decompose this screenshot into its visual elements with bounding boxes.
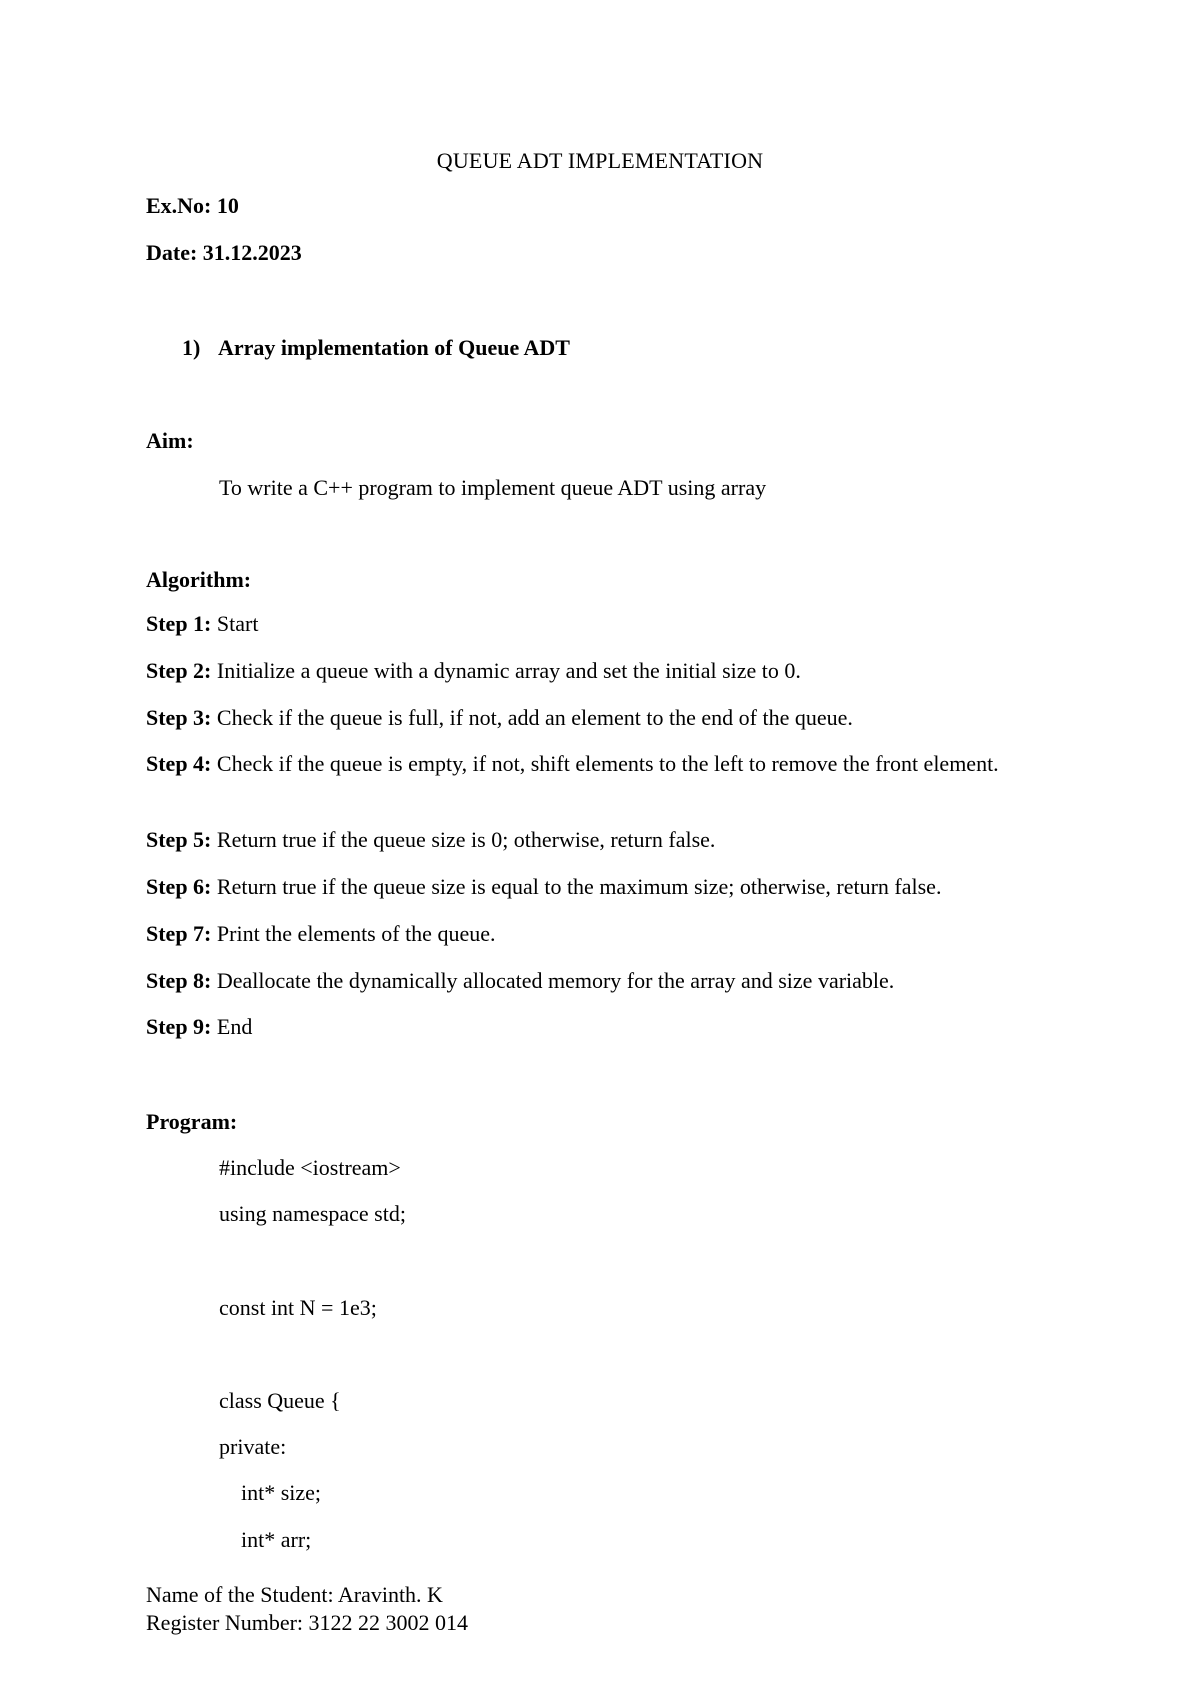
step-label: Step 9: (146, 1014, 212, 1039)
step-label: Step 7: (146, 921, 212, 946)
code-line: int* arr; (219, 1527, 312, 1552)
step-text: Check if the queue is empty, if not, shift elements to the left to remove the front element. (211, 751, 999, 776)
code-line: using namespace std; (219, 1201, 406, 1226)
step-text: Deallocate the dynamically allocated memory for the array and size variable. (211, 968, 895, 993)
step-text: Start (211, 611, 259, 636)
algorithm-step (146, 656, 1046, 685)
code-line: #include <iostream> (219, 1155, 401, 1180)
algorithm-step (146, 919, 1046, 948)
student-name: Name of the Student: Aravinth. K (146, 1582, 443, 1607)
aim-text: To write a C++ program to implement queue ADT using array (219, 475, 767, 500)
step-label: Step 6: (146, 874, 212, 899)
algorithm-step (146, 749, 1046, 778)
section-heading (182, 335, 570, 361)
algorithm-step (146, 609, 1046, 638)
step-label: Step 3: (146, 705, 212, 730)
step-label: Step 8: (146, 968, 212, 993)
aim-label: Aim: (146, 428, 194, 453)
step-text: Initialize a queue with a dynamic array and set the initial size to 0. (211, 658, 801, 683)
algorithm-step (146, 966, 1046, 995)
step-label: Step 5: (146, 827, 212, 852)
program-label: Program: (146, 1109, 238, 1134)
step-text: Return true if the queue size is 0; otherwise, return false. (211, 827, 716, 852)
step-text: Check if the queue is full, if not, add an element to the end of the queue. (211, 705, 853, 730)
section-title: Array implementation of Queue ADT (218, 335, 570, 360)
step-label: Step 4: (146, 751, 212, 776)
code-line: int* size; (219, 1480, 322, 1505)
code-line: const int N = 1e3; (219, 1295, 377, 1320)
algorithm-step (146, 703, 1046, 732)
step-text: End (211, 1014, 253, 1039)
step-label: Step 1: (146, 611, 212, 636)
exercise-number: Ex.No: 10 (146, 193, 239, 218)
section-number: 1) (182, 335, 201, 360)
step-text: Print the elements of the queue. (211, 921, 496, 946)
document-title: QUEUE ADT IMPLEMENTATION (436, 148, 764, 173)
code-line: private: (219, 1434, 287, 1459)
algorithm-label: Algorithm: (146, 567, 252, 592)
step-text: Return true if the queue size is equal to the maximum size; otherwise, return false. (211, 874, 942, 899)
register-number: Register Number: 3122 22 3002 014 (146, 1610, 469, 1635)
algorithm-step (146, 1012, 1046, 1041)
algorithm-step (146, 872, 1106, 901)
step-label: Step 2: (146, 658, 212, 683)
algorithm-step (146, 825, 1046, 854)
exercise-date: Date: 31.12.2023 (146, 240, 302, 265)
code-line: class Queue { (219, 1388, 341, 1413)
